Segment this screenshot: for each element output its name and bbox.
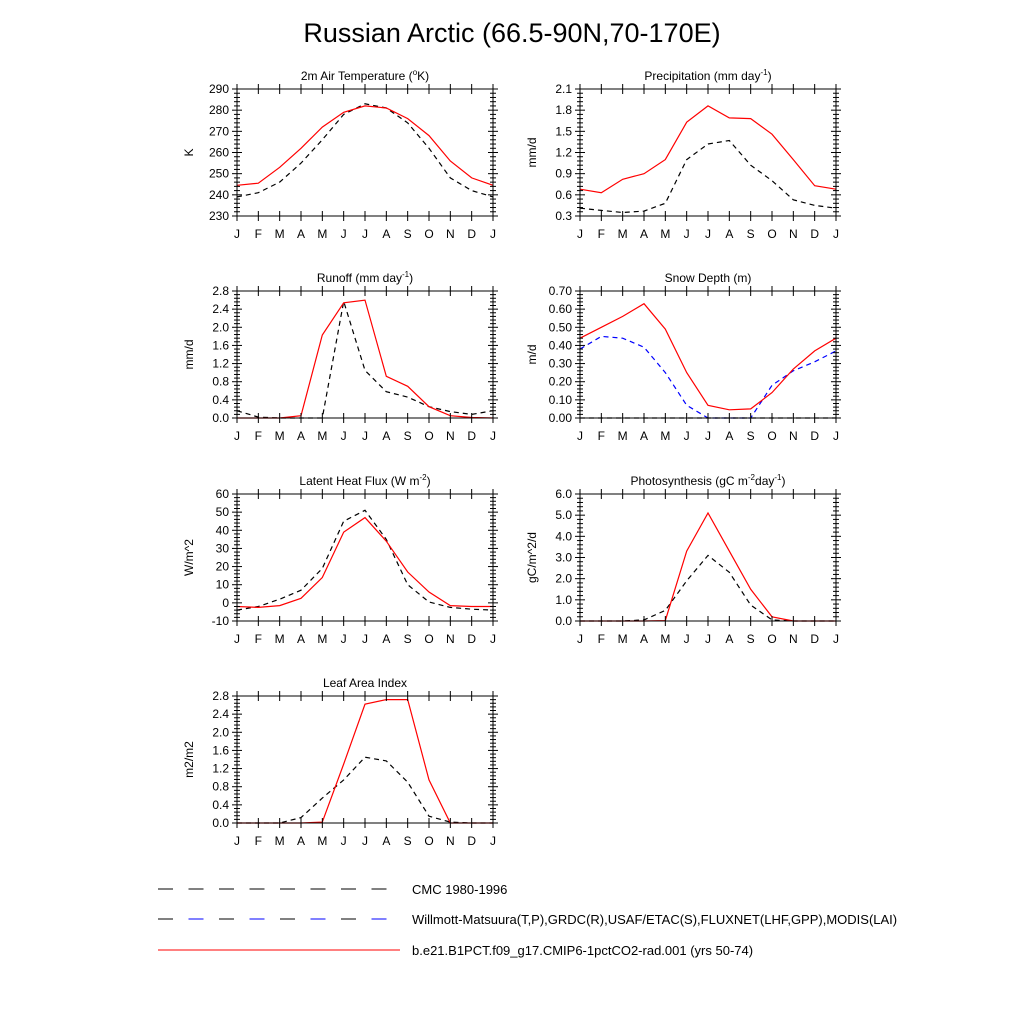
plot-frame bbox=[580, 89, 836, 216]
x-tick-label: F bbox=[597, 227, 606, 241]
panel-title-text: Runoff (mm day bbox=[316, 271, 403, 285]
panel-title-text-end: K) bbox=[417, 69, 430, 83]
y-tick-label: 0.4 bbox=[212, 797, 229, 812]
panel-title bbox=[631, 473, 786, 488]
x-tick-label: M bbox=[660, 429, 671, 443]
x-tick-label: A bbox=[382, 429, 391, 443]
x-tick-label: J bbox=[683, 429, 690, 443]
x-tick-label: A bbox=[639, 429, 649, 443]
chart-panel-4 bbox=[525, 271, 841, 443]
y-tick-label: 30 bbox=[215, 541, 229, 556]
x-tick-label: J bbox=[705, 429, 711, 443]
x-tick-label: J bbox=[833, 632, 839, 646]
x-tick-label: J bbox=[340, 429, 347, 443]
x-tick-label: O bbox=[424, 227, 434, 241]
y-tick-label: 0 bbox=[222, 595, 229, 610]
x-tick-label: J bbox=[683, 227, 690, 241]
y-tick-label: 50 bbox=[215, 505, 229, 520]
plot-frame bbox=[237, 696, 493, 823]
plot-frame bbox=[237, 89, 493, 216]
x-tick-label: J bbox=[362, 834, 368, 848]
x-tick-label: N bbox=[788, 227, 798, 241]
panel-title-superscript: o bbox=[412, 68, 418, 77]
panel-title-text: Precipitation (mm day bbox=[644, 69, 761, 83]
x-tick-label: J bbox=[705, 632, 711, 646]
y-axis-label: K bbox=[182, 148, 196, 157]
x-tick-label: A bbox=[639, 632, 649, 646]
x-tick-label: F bbox=[254, 632, 263, 646]
panel-title-text-end: ) bbox=[767, 69, 772, 83]
legend-item-1 bbox=[158, 882, 507, 897]
y-tick-label: 1.2 bbox=[212, 356, 229, 371]
x-tick-label: M bbox=[274, 632, 285, 646]
x-tick-label: M bbox=[617, 227, 628, 241]
x-tick-label: M bbox=[660, 632, 671, 646]
x-tick-label: M bbox=[274, 429, 285, 443]
series-line-obs bbox=[580, 141, 836, 213]
x-tick-label: J bbox=[490, 834, 496, 848]
x-tick-label: M bbox=[617, 632, 628, 646]
x-tick-label: J bbox=[683, 632, 690, 646]
legend-label: CMC 1980-1996 bbox=[412, 882, 508, 897]
y-tick-label: 2.0 bbox=[555, 571, 572, 586]
x-tick-label: N bbox=[445, 429, 455, 443]
x-tick-label: N bbox=[788, 632, 798, 646]
x-tick-label: M bbox=[317, 227, 328, 241]
series-line-model bbox=[237, 300, 493, 418]
y-tick-label: 2.8 bbox=[212, 284, 229, 298]
x-tick-label: M bbox=[617, 429, 628, 443]
series-line-obs bbox=[237, 510, 493, 610]
x-tick-label: M bbox=[317, 632, 328, 646]
y-axis-label: mm/d bbox=[182, 339, 196, 370]
x-tick-label: O bbox=[767, 632, 777, 646]
panel-title-text-end: ) bbox=[781, 474, 786, 488]
y-tick-label: 0.0 bbox=[212, 411, 229, 425]
x-tick-label: J bbox=[490, 429, 496, 443]
y-tick-label: -10 bbox=[211, 614, 229, 628]
y-tick-label: 0.00 bbox=[548, 411, 572, 425]
x-tick-label: M bbox=[274, 227, 285, 241]
y-tick-label: 10 bbox=[215, 577, 229, 592]
y-tick-label: 230 bbox=[208, 209, 229, 223]
panel-title bbox=[644, 68, 771, 83]
x-tick-label: D bbox=[467, 834, 477, 848]
panel-title-superscript: -2 bbox=[419, 473, 427, 482]
x-tick-label: J bbox=[577, 227, 583, 241]
x-tick-label: M bbox=[660, 227, 671, 241]
x-tick-label: D bbox=[810, 429, 820, 443]
y-tick-label: 0.9 bbox=[555, 166, 572, 181]
y-tick-label: 2.8 bbox=[212, 689, 229, 703]
x-tick-label: S bbox=[403, 834, 412, 848]
y-tick-label: 60 bbox=[215, 487, 229, 501]
x-tick-label: J bbox=[234, 632, 240, 646]
x-tick-label: J bbox=[362, 429, 368, 443]
x-tick-label: D bbox=[467, 632, 477, 646]
x-tick-label: F bbox=[254, 834, 263, 848]
y-tick-label: 1.6 bbox=[212, 743, 229, 758]
chart-panel-2 bbox=[525, 68, 841, 241]
x-tick-label: D bbox=[810, 227, 820, 241]
x-tick-label: N bbox=[445, 632, 455, 646]
x-tick-label: F bbox=[597, 632, 606, 646]
x-tick-label: A bbox=[296, 632, 306, 646]
chart-panel-7 bbox=[182, 676, 498, 848]
y-tick-label: 6.0 bbox=[555, 487, 572, 501]
y-tick-label: 4.0 bbox=[555, 529, 572, 544]
legend-label: b.e21.B1PCT.f09_g17.CMIP6-1pctCO2-rad.001 (yrs 50-74) bbox=[412, 943, 754, 958]
x-tick-label: D bbox=[467, 429, 477, 443]
x-tick-label: N bbox=[445, 227, 455, 241]
x-tick-label: S bbox=[746, 632, 755, 646]
x-tick-label: J bbox=[705, 227, 711, 241]
y-tick-label: 2.4 bbox=[212, 302, 229, 317]
x-tick-label: A bbox=[382, 227, 391, 241]
y-tick-label: 0.40 bbox=[548, 338, 572, 353]
y-tick-label: 3.0 bbox=[555, 550, 572, 565]
x-tick-label: S bbox=[403, 632, 412, 646]
y-axis-label: m/d bbox=[525, 344, 539, 365]
y-tick-label: 0.6 bbox=[555, 187, 572, 202]
y-tick-label: 280 bbox=[208, 103, 229, 118]
series-line-obs bbox=[237, 757, 493, 823]
panel-title-text: Snow Depth (m) bbox=[664, 271, 752, 285]
panel-title-text-end: ) bbox=[409, 271, 414, 285]
y-tick-label: 0.30 bbox=[548, 356, 572, 371]
y-tick-label: 1.6 bbox=[212, 338, 229, 353]
series-line-model bbox=[580, 513, 836, 621]
x-tick-label: A bbox=[725, 227, 734, 241]
x-tick-label: J bbox=[234, 834, 240, 848]
x-tick-label: J bbox=[340, 227, 347, 241]
x-tick-label: D bbox=[810, 632, 820, 646]
x-tick-label: M bbox=[274, 834, 285, 848]
panel-title bbox=[323, 676, 407, 690]
y-tick-label: 0.4 bbox=[212, 392, 229, 407]
y-tick-label: 5.0 bbox=[555, 508, 572, 523]
y-tick-label: 0.0 bbox=[212, 816, 229, 830]
chart-panel-6 bbox=[525, 473, 841, 646]
chart-panel-3 bbox=[182, 270, 498, 443]
y-tick-label: 2.0 bbox=[212, 725, 229, 740]
panel-title-superscript: -1 bbox=[774, 473, 782, 482]
panel-title bbox=[299, 473, 430, 488]
x-tick-label: A bbox=[296, 429, 306, 443]
y-tick-label: 270 bbox=[208, 124, 229, 139]
y-tick-label: 1.2 bbox=[555, 145, 572, 160]
x-tick-label: J bbox=[362, 632, 368, 646]
series-line-obs bbox=[580, 555, 836, 621]
x-tick-label: A bbox=[639, 227, 649, 241]
x-tick-label: A bbox=[296, 834, 306, 848]
x-tick-label: S bbox=[746, 429, 755, 443]
y-tick-label: 40 bbox=[215, 523, 229, 538]
y-tick-label: 2.1 bbox=[555, 82, 572, 96]
series-line-model bbox=[237, 106, 493, 185]
x-tick-label: O bbox=[767, 429, 777, 443]
panel-title bbox=[317, 270, 413, 285]
y-tick-label: 290 bbox=[208, 82, 229, 96]
x-tick-label: O bbox=[424, 834, 434, 848]
x-tick-label: J bbox=[833, 227, 839, 241]
x-tick-label: F bbox=[254, 429, 263, 443]
y-tick-label: 0.70 bbox=[548, 284, 572, 298]
x-tick-label: J bbox=[340, 632, 347, 646]
y-tick-label: 0.0 bbox=[555, 614, 572, 628]
x-tick-label: M bbox=[317, 429, 328, 443]
y-tick-label: 1.2 bbox=[212, 761, 229, 776]
y-tick-label: 1.8 bbox=[555, 103, 572, 118]
y-tick-label: 20 bbox=[215, 559, 229, 574]
series-line-obs bbox=[237, 301, 493, 418]
panel-title-text-end: ) bbox=[426, 474, 431, 488]
y-tick-label: 0.8 bbox=[212, 779, 229, 794]
x-tick-label: M bbox=[317, 834, 328, 848]
x-tick-label: A bbox=[725, 429, 734, 443]
x-tick-label: N bbox=[445, 834, 455, 848]
panel-title-superscript: -2 bbox=[747, 473, 756, 482]
x-tick-label: A bbox=[382, 632, 391, 646]
x-tick-label: A bbox=[296, 227, 306, 241]
panel-title-text-end: day bbox=[755, 474, 775, 488]
panel-title-text: Latent Heat Flux (W m bbox=[299, 474, 420, 488]
page-title: Russian Arctic (66.5-90N,70-170E) bbox=[303, 18, 721, 48]
y-axis-label: W/m^2 bbox=[182, 539, 196, 576]
legend-item-3 bbox=[158, 943, 753, 958]
panel-title-text: 2m Air Temperature ( bbox=[300, 69, 413, 83]
x-tick-label: J bbox=[577, 429, 583, 443]
x-tick-label: S bbox=[403, 227, 412, 241]
x-tick-label: S bbox=[746, 227, 755, 241]
series-line-model bbox=[237, 518, 493, 608]
x-tick-label: J bbox=[234, 227, 240, 241]
y-tick-label: 0.10 bbox=[548, 392, 572, 407]
y-tick-label: 0.50 bbox=[548, 320, 572, 335]
plot-frame bbox=[237, 291, 493, 418]
series-line-model bbox=[580, 304, 836, 410]
y-tick-label: 0.60 bbox=[548, 302, 572, 317]
y-tick-label: 0.3 bbox=[555, 209, 572, 223]
y-axis-label: mm/d bbox=[525, 137, 539, 168]
series-line-model bbox=[580, 106, 836, 193]
y-tick-label: 0.8 bbox=[212, 374, 229, 389]
x-tick-label: O bbox=[767, 227, 777, 241]
y-axis-label: gC/m^2/d bbox=[525, 532, 539, 583]
x-tick-label: O bbox=[424, 429, 434, 443]
y-tick-label: 2.0 bbox=[212, 320, 229, 335]
series-line-model bbox=[237, 700, 493, 823]
panel-title-superscript: -1 bbox=[760, 68, 768, 77]
y-tick-label: 1.5 bbox=[555, 124, 572, 139]
panel-title bbox=[301, 68, 429, 83]
y-tick-label: 0.20 bbox=[548, 374, 572, 389]
x-tick-label: N bbox=[788, 429, 798, 443]
x-tick-label: A bbox=[725, 632, 734, 646]
x-tick-label: J bbox=[234, 429, 240, 443]
plot-frame bbox=[237, 494, 493, 621]
panel-title-superscript: -1 bbox=[402, 270, 410, 279]
legend-label: Willmott-Matsuura(T,P),GRDC(R),USAF/ETAC(S),FLUXNET(LHF,GPP),MODIS(LAI) bbox=[412, 912, 898, 927]
x-tick-label: J bbox=[577, 632, 583, 646]
y-tick-label: 260 bbox=[208, 145, 229, 160]
chart-panel-1 bbox=[182, 68, 498, 241]
series-line-obs bbox=[237, 104, 493, 197]
x-tick-label: F bbox=[597, 429, 606, 443]
y-tick-label: 250 bbox=[208, 166, 229, 181]
y-tick-label: 1.0 bbox=[555, 592, 572, 607]
panel-title bbox=[665, 271, 752, 285]
y-axis-label: m2/m2 bbox=[182, 741, 196, 778]
x-tick-label: S bbox=[403, 429, 412, 443]
x-tick-label: J bbox=[490, 227, 496, 241]
y-tick-label: 240 bbox=[208, 187, 229, 202]
legend-item-2 bbox=[158, 912, 897, 927]
panel-title-text: Leaf Area Index bbox=[322, 676, 408, 690]
x-tick-label: D bbox=[467, 227, 477, 241]
y-tick-label: 2.4 bbox=[212, 707, 229, 722]
x-tick-label: J bbox=[490, 632, 496, 646]
x-tick-label: J bbox=[833, 429, 839, 443]
plot-frame bbox=[580, 291, 836, 418]
x-tick-label: A bbox=[382, 834, 391, 848]
x-tick-label: J bbox=[340, 834, 347, 848]
panel-title-text: Photosynthesis (gC m bbox=[630, 474, 748, 488]
x-tick-label: O bbox=[424, 632, 434, 646]
chart-panel-5 bbox=[182, 473, 498, 646]
x-tick-label: J bbox=[362, 227, 368, 241]
x-tick-label: F bbox=[254, 227, 263, 241]
